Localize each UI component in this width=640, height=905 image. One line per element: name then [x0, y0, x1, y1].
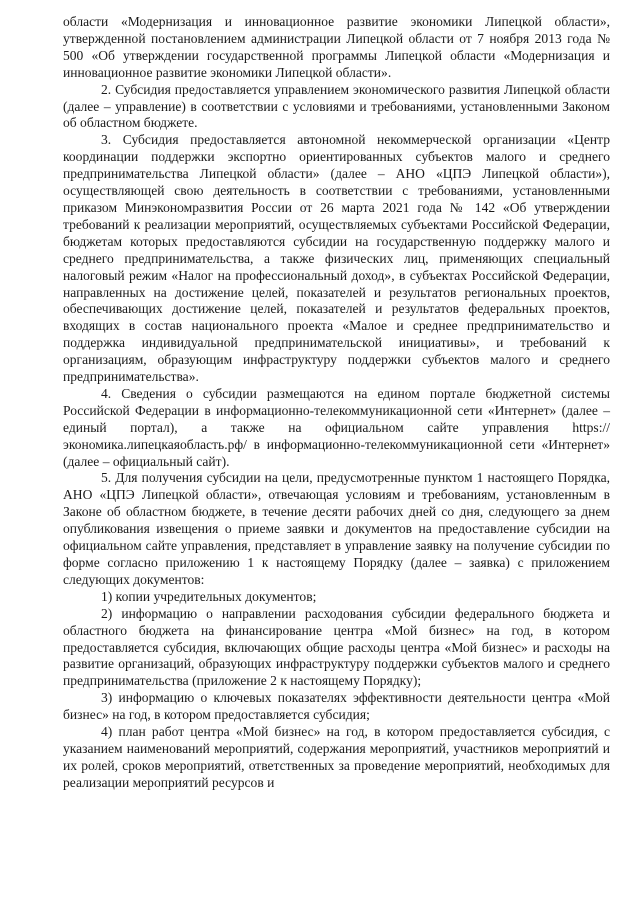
paragraph-item-5: 5. Для получения субсидии на цели, предусмотренные пунктом 1 настоящего Порядка, АНО «ЦПЭ Липецкой области», отвечающая условиям и требованиям, установленным в Законе об областном бюджете, в течение десяти рабочих дней со дня, следующего за днем опубликования извещения о приеме заявки и документов на предоставление субсидии на официальном сайте управления, представляет в управление заявку на получение субсидии по форме согласно приложению 1 к настоящему Порядку (далее – заявка) с приложением следующих документов:	[63, 470, 610, 587]
list-item-2: 2) информацию о направлении расходования субсидии федерального бюджета и областного бюджета на финансирование центра «Мой бизнес» на год, в котором предоставляется субсидия, включающих общие расходы центра «Мой бизнес» и расходы на развитие организаций, образующих инфраструктуру поддержки субъектов малого и среднего предпринимательства (приложение 2 к настоящему Порядку);	[63, 605, 610, 689]
paragraph-item-2: 2. Субсидия предоставляется управлением экономического развития Липецкой области (далее – управление) в соответствии с условиями и требованиями, установленными Законом об областном бюджете.	[63, 81, 610, 131]
paragraph-item-3: 3. Субсидия предоставляется автономной некоммерческой организации «Центр координации поддержки экспортно ориентированных субъектов малого и среднего предпринимательства Липецкой области» (далее – АНО «ЦПЭ Липецкой области»), осуществляющей свою деятельность в соответствии с требованиями, установленными приказом Минэкономразвития России от 26 марта 2021 года № 142 «Об утверждении требований к реализации мероприятий, осуществляемых субъектами Российской Федерации, бюджетам которых предоставляются субсидии на государственную поддержку малого и среднего предпринимательства, а также физических лиц, применяющих специальный налоговый режим «Налог на профессиональный доход», в субъектах Российской Федерации, направленных на достижение целей, показателей и результатов региональных проектов, обеспечивающих достижение целей, показателей и результатов федеральных проектов, входящих в состав национального проекта «Малое и среднее предпринимательство и поддержка индивидуальной предпринимательской инициативы», и требований к организациям, образующим инфраструктуру поддержки субъектов малого и среднего предпринимательства».	[63, 132, 610, 385]
list-item-3: 3) информацию о ключевых показателях эффективности деятельности центра «Мой бизнес» на год, в котором предоставляется субсидия;	[63, 690, 610, 723]
list-item-1: 1) копии учредительных документов;	[101, 588, 317, 604]
paragraph-program-reference: области «Модернизация и инновационное развитие экономики Липецкой области», утвержденной постановлением администрации Липецкой области от 7 ноября 2013 года № 500 «Об утверждении государственной программы Липецкой области «Модернизация и инновационное развитие экономики Липецкой области».	[63, 14, 610, 80]
list-item-4: 4) план работ центра «Мой бизнес» на год, в котором предоставляется субсидия, с указанием наименований мероприятий, содержания мероприятий, участников мероприятий и их ролей, сроков мероприятий, ответственных за проведение мероприятий, необходимых для реализации мероприятий ресурсов и	[63, 724, 610, 790]
document-page	[63, 14, 610, 792]
paragraph-item-4: 4. Сведения о субсидии размещаются на едином портале бюджетной системы Российской Федерации в информационно-телекоммуникационной сети «Интернет» (далее – единый портал), а также на официальном сайте управления https://экономика.липецкаяобласть.рф/ в информационно-телекоммуникационной сети «Интернет» (далее – официальный сайт).	[63, 385, 610, 469]
